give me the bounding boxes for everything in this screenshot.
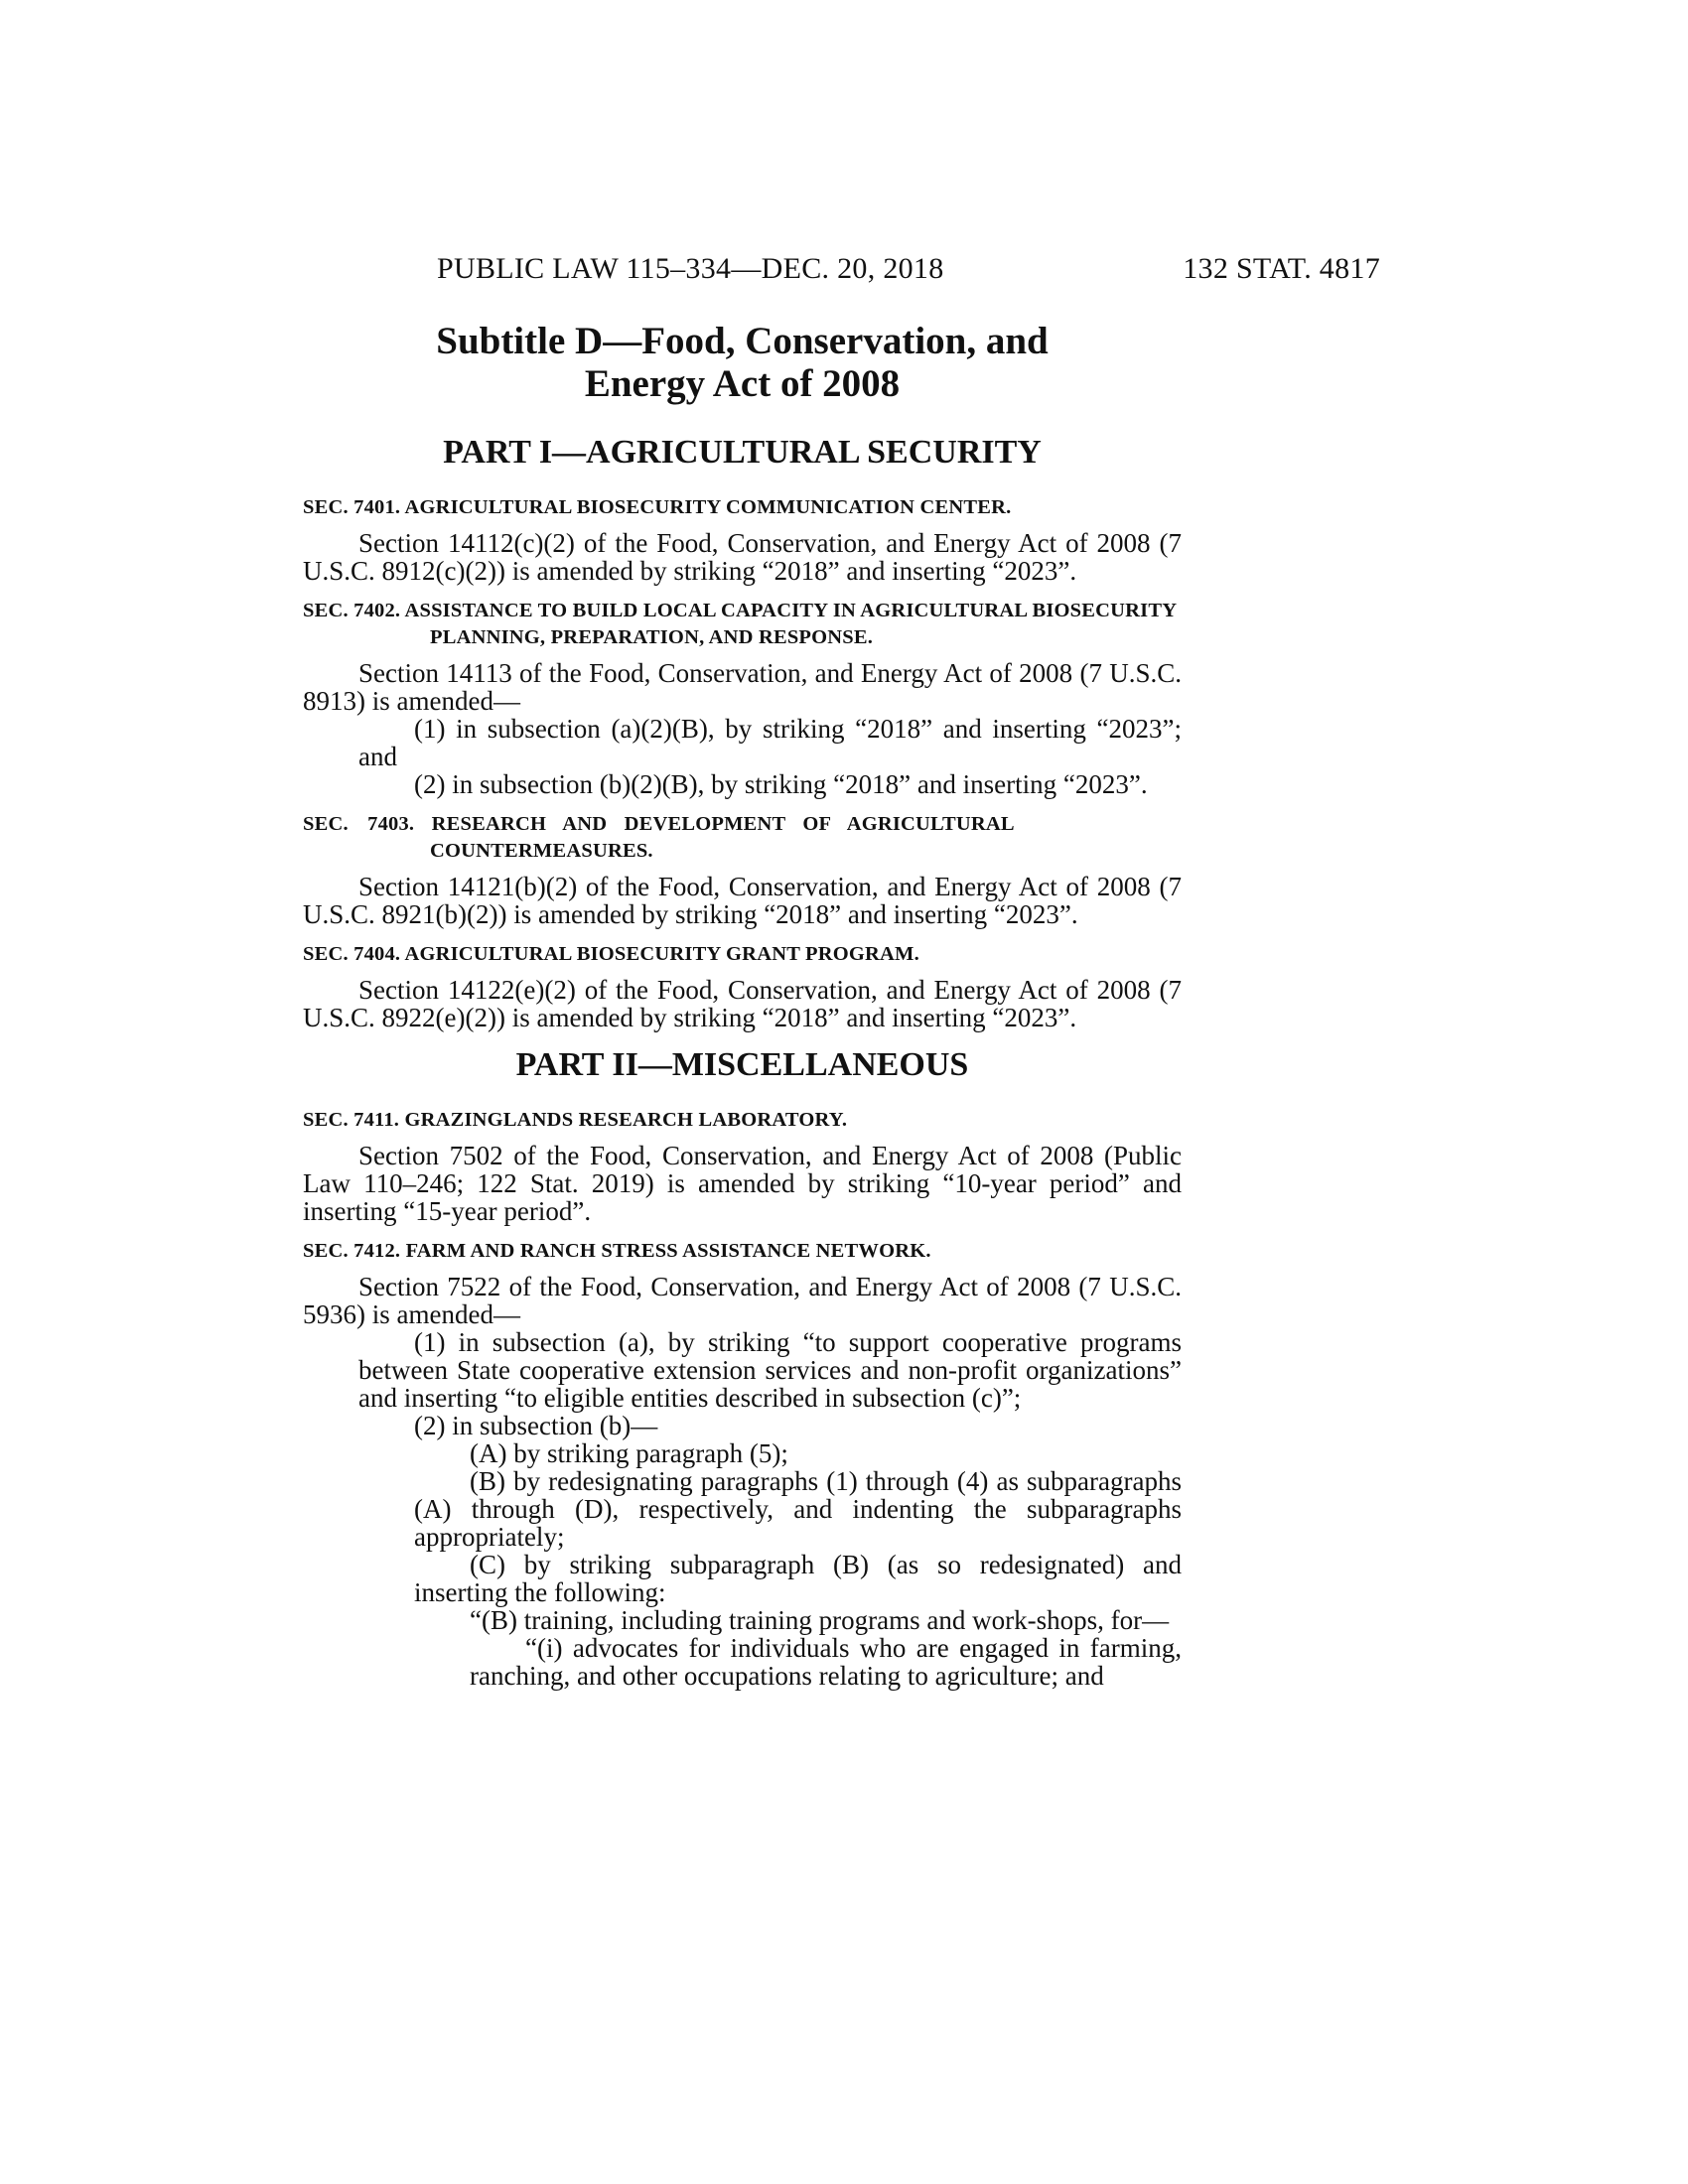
sec-7402-heading (303, 598, 1182, 651)
sec-7412-item-2: (2) in subsection (b)— (414, 1411, 658, 1440)
sec-7412-intro: Section 7522 of the Food, Conservation, and Energy Act of 2008 (7 U.S.C. 5936) is amended— (303, 1272, 1182, 1329)
public-law-citation: PUBLIC LAW 115–334—DEC. 20, 2018 (437, 252, 944, 285)
statute-page-number: 132 STAT. 4817 (1183, 252, 1380, 285)
sec-7402-item-1: (1) in subsection (a)(2)(B), by striking “2018” and inserting “2023”; and (358, 714, 1182, 771)
sec-7412-item-b: (B) by redesignating paragraphs (1) through (4) as subparagraphs (A) through (D), respectively, and indenting the subparagraphs appropriately; (414, 1466, 1182, 1552)
sec-7402-title: ASSISTANCE TO BUILD LOCAL CAPACITY IN AGRICULTURAL BIOSECURITY PLANNING, PREPARATION, AND RESPONSE. (404, 600, 1177, 648)
sec-7411-text: Section 7502 of the Food, Conservation, and Energy Act of 2008 (Public Law 110–246; 122 Stat. 2019) is amended by striking “10-year period” and inserting “15-year period”. (303, 1141, 1182, 1226)
sec-7404-text: Section 14122(e)(2) of the Food, Conservation, and Energy Act of 2008 (7 U.S.C. 8922(e)(2)) is amended by striking “2018” and inserting “2023”. (303, 975, 1182, 1032)
document-body (303, 320, 1182, 1690)
sec-7412-heading: SEC. 7412. FARM AND RANCH STRESS ASSISTANCE NETWORK. (303, 1240, 931, 1262)
sec-7412-quoted-i: “(i) advocates for individuals who are engaged in farming, ranching, and other occupations relating to agriculture; and (470, 1633, 1182, 1691)
sec-7412-item-c: (C) by striking subparagraph (B) (as so redesignated) and inserting the following: (414, 1550, 1182, 1607)
sec-7404-heading: SEC. 7404. AGRICULTURAL BIOSECURITY GRANT PROGRAM. (303, 943, 919, 965)
sec-7412-quoted-b: “(B) training, including training programs and work-shops, for— (470, 1605, 1170, 1635)
subtitle-heading (303, 320, 1182, 405)
subtitle-line-2: Energy Act of 2008 (584, 362, 901, 405)
sec-7403-heading (303, 811, 1182, 865)
sec-7401-text: Section 14112(c)(2) of the Food, Conservation, and Energy Act of 2008 (7 U.S.C. 8912(c)(2)) is amended by striking “2018” and inserting “2023”. (303, 528, 1182, 586)
sec-7403-text: Section 14121(b)(2) of the Food, Conservation, and Energy Act of 2008 (7 U.S.C. 8921(b)(2)) is amended by striking “2018” and inserting “2023”. (303, 872, 1182, 929)
sec-7402-item-2: (2) in subsection (b)(2)(B), by striking “2018” and inserting “2023”. (414, 769, 1148, 799)
sec-7412-item-1: (1) in subsection (a), by striking “to support cooperative programs between State cooperative extension services and non-profit organizations” and inserting “to eligible entities described in subsection (c)”; (358, 1327, 1182, 1413)
sec-7402-number: SEC. 7402. (303, 600, 401, 621)
sec-7412-item-a: (A) by striking paragraph (5); (470, 1438, 788, 1468)
sec-7402-intro: Section 14113 of the Food, Conservation, and Energy Act of 2008 (7 U.S.C. 8913) is amended— (303, 658, 1182, 716)
sec-7411-heading: SEC. 7411. GRAZINGLANDS RESEARCH LABORATORY. (303, 1109, 848, 1131)
sec-7401-heading: SEC. 7401. AGRICULTURAL BIOSECURITY COMMUNICATION CENTER. (303, 496, 1012, 518)
part-2-title: PART II—MISCELLANEOUS (515, 1046, 969, 1083)
subtitle-line-1: Subtitle D—Food, Conservation, and (436, 320, 1049, 362)
sec-7403-title: RESEARCH AND DEVELOPMENT OF AGRICULTURAL COUNTERMEASURES. (430, 813, 1014, 862)
sec-7403-number: SEC. 7403. (303, 813, 415, 835)
part-1-title: PART I—AGRICULTURAL SECURITY (443, 434, 1042, 471)
